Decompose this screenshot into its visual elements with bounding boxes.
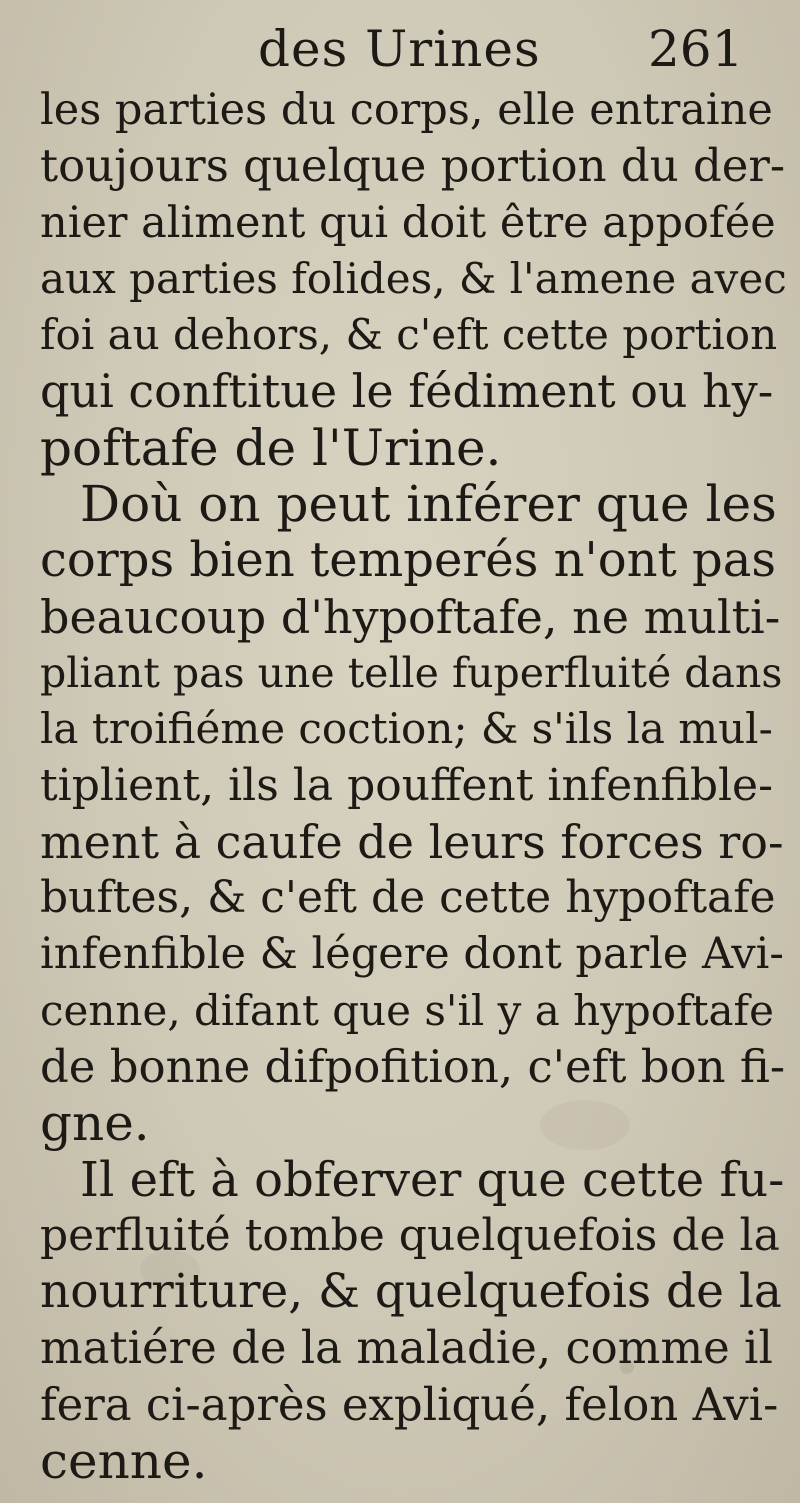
text-line: cenne, difant que s'il y a hypoftafe — [40, 985, 774, 1035]
text-line: qui conftitue le fédiment ou hy- — [40, 364, 774, 419]
text-line: gne. — [40, 1094, 150, 1153]
text-line: toujours quelque portion du der- — [40, 139, 786, 193]
text-line: matiére de la maladie, comme il — [40, 1321, 773, 1375]
text-line: nier aliment qui doit être appofée — [40, 197, 776, 248]
text-line: Il eft à obferver que cette fu- — [80, 1151, 785, 1208]
page-number: 261 — [648, 20, 744, 78]
text-line: buftes, & c'eft de cette hypoftafe — [40, 872, 776, 924]
text-line: tiplient, ils la pouffent infenfible- — [40, 759, 773, 811]
running-title: des Urines — [258, 20, 541, 78]
paper-stain — [540, 1100, 630, 1150]
text-line: perfluité tombe quelquefois de la — [40, 1209, 780, 1261]
text-line: pliant pas une telle fuperfluité dans — [40, 648, 783, 697]
text-line: poftafe de l'Urine. — [40, 418, 502, 477]
text-line: foi au dehors, & c'eft cette portion — [40, 310, 778, 360]
text-line: infenfible & légere dont parle Avi- — [40, 929, 784, 980]
text-line: aux parties folides, & l'amene avec — [40, 253, 787, 303]
text-line: la troifiéme coction; & s'ils la mul- — [40, 704, 773, 754]
text-line: fera ci-après expliqué, felon Avi- — [40, 1377, 779, 1431]
text-line: beaucoup d'hypoftafe, ne multi- — [40, 589, 781, 644]
text-line: corps bien temperés n'ont pas — [40, 532, 777, 589]
text-line: de bonne difpofition, c'eft bon fi- — [40, 1039, 786, 1093]
text-line: les parties du corps, elle entraine — [40, 85, 773, 135]
text-line: nourriture, & quelquefois de la — [40, 1264, 782, 1320]
text-line: Doù on peut inférer que les — [80, 475, 777, 534]
text-line: ment à caufe de leurs forces ro- — [40, 814, 784, 869]
text-line: cenne. — [40, 1432, 208, 1490]
page-header — [0, 14, 800, 84]
